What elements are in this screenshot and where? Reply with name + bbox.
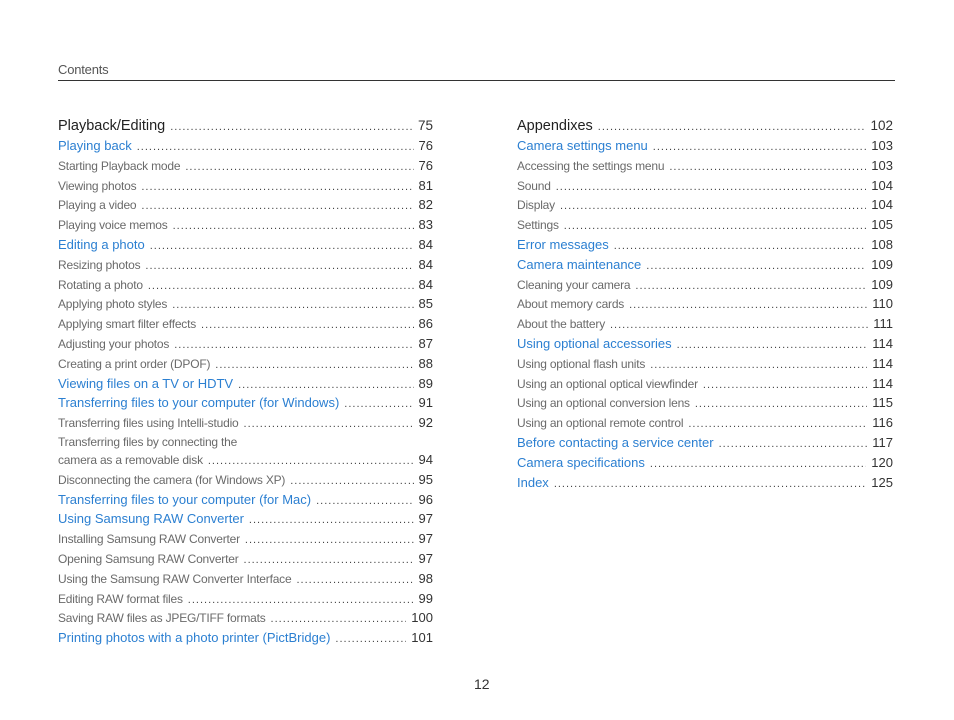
toc-link[interactable] [58,375,433,395]
dot-leader [201,316,413,335]
toc-entry [58,355,433,375]
toc-right-column [517,116,893,493]
toc-entry-title: Resizing photos [58,257,141,272]
toc-entry [517,394,893,414]
toc-entry-title[interactable]: Using optional accessories [517,335,672,351]
dot-leader [554,475,866,494]
toc-page-number: 102 [870,118,893,133]
toc-page-number: 99 [418,590,433,606]
toc-page-number: 115 [872,395,893,411]
toc-link[interactable] [517,137,893,157]
toc-page-number: 84 [418,236,433,252]
toc-page-number: 103 [871,138,893,153]
toc-page-number: 109 [871,256,893,272]
toc-entry-title: Using an optional optical viewfinder [517,376,698,391]
toc-entry-title: About memory cards [517,297,625,312]
dot-leader [244,551,414,570]
toc-page-number: 97 [418,550,433,566]
toc-page-number: 97 [418,531,433,547]
dot-leader [245,531,414,550]
dot-leader [188,591,414,610]
toc-entry [58,609,433,629]
dot-leader [141,178,413,197]
dot-leader [556,178,867,197]
toc-page-number: 104 [871,197,893,213]
dot-leader [290,472,413,491]
toc-entry-title[interactable]: Using Samsung RAW Converter [58,511,244,527]
toc-entry [517,295,893,315]
dot-leader [669,158,866,177]
dot-leader [610,316,868,335]
toc-entry-title[interactable]: Index [517,474,549,490]
toc-entry-title[interactable]: Camera settings menu [517,138,648,153]
toc-page-number: 110 [872,296,893,312]
toc-entry-title: camera as a removable disk [58,452,203,467]
toc-entry [517,157,893,177]
toc-page-number: 86 [418,316,433,332]
toc-entry [58,550,433,570]
toc-link[interactable] [58,236,433,256]
toc-entry [58,590,433,610]
toc-page-number: 84 [418,276,433,292]
toc-entry-title: Transferring files using Intelli-studio [58,416,239,431]
toc-entry [58,196,433,216]
toc-page-number: 98 [418,570,433,586]
toc-entry-title: Saving RAW files as JPEG/TIFF formats [58,611,266,626]
toc-entry [58,335,433,355]
toc-page-number: 84 [418,256,433,272]
header-rule [58,80,895,81]
toc-entry-title: Installing Samsung RAW Converter [58,532,240,547]
toc-entry-title: Playing a video [58,198,137,213]
toc-entry [58,177,433,197]
toc-page-number: 76 [418,138,433,153]
toc-link[interactable] [517,236,893,256]
toc-page-number: 120 [871,454,893,470]
toc-left-column [58,116,433,649]
toc-page-number: 114 [872,375,893,391]
toc-entry [517,315,893,335]
toc-page-number: 85 [418,296,433,312]
toc-entry-title[interactable]: Error messages [517,236,609,252]
toc-link[interactable] [517,434,893,454]
dot-leader [344,395,413,414]
dot-leader [695,395,867,414]
toc-link[interactable] [58,629,433,649]
toc-entry [58,276,433,296]
toc-entry [58,414,433,434]
toc-entry [517,196,893,216]
dot-leader [646,257,866,276]
toc-entry-title: Using an optional conversion lens [517,396,690,411]
toc-page-number: 82 [418,197,433,213]
toc-entry-title: Settings [517,218,559,233]
toc-entry-title: Starting Playback mode [58,158,181,173]
toc-link[interactable] [517,335,893,355]
dot-leader [150,237,414,256]
toc-entry-title: Applying photo styles [58,297,168,312]
toc-entry-title: Playing voice memos [58,218,168,233]
dot-leader [598,118,866,137]
toc-link[interactable] [58,394,433,414]
toc-page-number: 95 [418,471,433,487]
toc-link[interactable] [58,510,433,530]
toc-page-number: 111 [873,316,893,332]
toc-entry-title: Transferring files by connecting the [58,434,238,449]
toc-link[interactable] [517,256,893,276]
toc-page-number: 97 [418,511,433,527]
toc-entry [517,375,893,395]
toc-page-number: 125 [871,474,893,490]
toc-entry [517,414,893,434]
dot-leader [650,356,867,375]
toc-page-number: 117 [872,434,893,450]
toc-entry-title: Applying smart filter effects [58,317,197,332]
toc-page-number: 96 [418,491,433,507]
toc-entry [517,355,893,375]
toc-entry-title: Adjusting your photos [58,336,170,351]
dot-leader [335,630,406,649]
toc-page-number: 81 [418,177,433,193]
dot-leader [650,455,866,474]
toc-link[interactable] [517,474,893,494]
dot-leader [296,571,413,590]
toc-entry [517,177,893,197]
toc-page-number: 101 [411,630,433,646]
toc-page-number: 109 [871,276,893,292]
toc-section-heading [517,116,893,137]
toc-link[interactable] [58,491,433,511]
toc-page-number: 75 [417,118,433,133]
toc-page-number: 100 [411,610,433,626]
dot-leader [688,415,867,434]
dot-leader [137,138,414,157]
toc-entry [517,276,893,296]
page-header: Contents [58,62,109,77]
dot-leader [635,277,866,296]
toc-page-number: 114 [872,355,893,371]
toc-entry [58,530,433,550]
toc-entry-title: About the battery [517,317,605,332]
dot-leader [185,158,413,177]
dot-leader [564,217,867,236]
toc-entry [517,216,893,236]
toc-entry-title: Using the Samsung RAW Converter Interface [58,571,292,586]
dot-leader [145,257,413,276]
toc-link[interactable] [58,137,433,157]
toc-page-number: 88 [418,355,433,371]
dot-leader [174,336,413,355]
toc-entry-title: Using an optional remote control [517,416,684,431]
dot-leader [316,492,413,511]
dot-leader [614,237,867,256]
toc-entry-title: Rotating a photo [58,277,143,292]
toc-entry-title[interactable]: Transferring files to your computer (for Mac) [58,491,312,507]
toc-page-number: 104 [871,177,893,193]
toc-entry-title: Using optional flash units [517,356,646,371]
toc-entry-title: Sound [517,178,551,193]
toc-entry [58,157,433,177]
toc-page-number: 92 [418,415,433,431]
dot-leader [719,435,868,454]
toc-entry [58,216,433,236]
toc-entry-title[interactable]: Printing photos with a photo printer (PictBridge) [58,630,331,646]
dot-leader [173,217,414,236]
toc-entry-title: Viewing photos [58,178,137,193]
toc-page-number: 83 [418,217,433,233]
dot-leader [148,277,414,296]
toc-page-number: 76 [418,157,433,173]
toc-entry-title: Accessing the settings menu [517,158,665,173]
page-number: 12 [474,676,490,692]
dot-leader [170,118,413,137]
toc-entry-title: Appendixes [517,118,593,134]
toc-entry-title: Playback/Editing [58,118,166,134]
toc-page-number: 116 [872,415,893,431]
toc-entry-title[interactable]: Before contacting a service center [517,434,714,450]
dot-leader [560,197,866,216]
toc-entry-title[interactable]: Camera maintenance [517,256,642,272]
toc-section-heading [58,116,433,137]
toc-entry-title: Disconnecting the camera (for Windows XP) [58,472,286,487]
toc-entry [58,451,433,471]
dot-leader [208,452,414,471]
dot-leader [629,296,867,315]
dot-leader [141,197,413,216]
toc-page-number: 108 [871,236,893,252]
toc-entry-title: Display [517,198,555,213]
toc-entry-title: Editing RAW format files [58,591,183,606]
toc-entry-title[interactable]: Playing back [58,138,132,153]
toc-page-number: 103 [871,157,893,173]
toc-entry-title[interactable]: Editing a photo [58,236,145,252]
toc-entry [58,315,433,335]
dot-leader [238,376,413,395]
toc-entry [58,256,433,276]
toc-page-number: 87 [418,335,433,351]
toc-entry-title: Opening Samsung RAW Converter [58,551,239,566]
dot-leader [249,511,414,530]
toc-entry [58,471,433,491]
toc-entry [58,570,433,590]
toc-entry [58,295,433,315]
toc-page-number: 94 [418,451,433,467]
toc-entry-title[interactable]: Viewing files on a TV or HDTV [58,375,234,391]
dot-leader [244,415,414,434]
dot-leader [677,336,868,355]
toc-entry-title[interactable]: Camera specifications [517,454,645,470]
toc-link[interactable] [517,454,893,474]
dot-leader [215,356,413,375]
dot-leader [703,376,867,395]
toc-page-number: 89 [418,375,433,391]
toc-entry-title: Creating a print order (DPOF) [58,356,211,371]
toc-entry-title: Cleaning your camera [517,277,631,292]
toc-page-number: 91 [418,395,433,411]
toc-page-number: 114 [872,335,893,351]
toc-entry-title[interactable]: Transferring files to your computer (for Windows) [58,395,340,411]
dot-leader [653,138,867,157]
toc-entry [58,434,433,451]
dot-leader [172,296,413,315]
dot-leader [271,610,407,629]
toc-page-number: 105 [871,217,893,233]
